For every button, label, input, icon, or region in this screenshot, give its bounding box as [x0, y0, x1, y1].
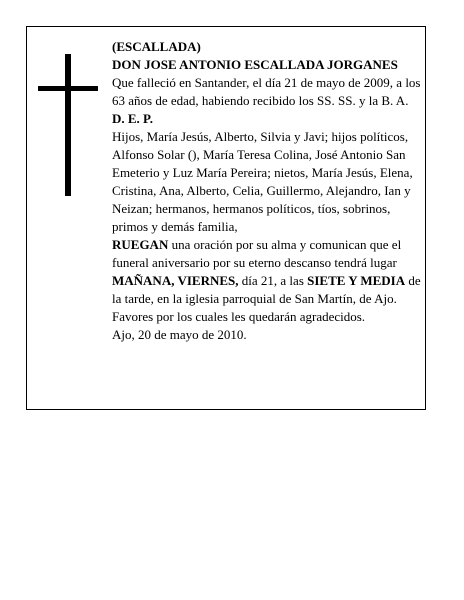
day-keyword: MAÑANA, VIERNES, [112, 273, 239, 288]
rip-heading: D. E. P. [112, 111, 154, 126]
request-keyword: RUEGAN [112, 237, 169, 252]
obituary-text [112, 38, 426, 344]
time-keyword: SIETE Y MEDIA [307, 273, 406, 288]
place-date: Ajo, 20 de mayo de 2010. [112, 327, 247, 342]
request-text: una oración por su alma y comunican que el funeral aniversario por su eterno descanso tendrá lugar [112, 237, 402, 270]
cross-icon [38, 54, 98, 196]
family-members: Hijos, María Jesús, Alberto, Silvia y Javi; hijos políticos, Alfonso Solar (), María Teresa Colina, José Antonio San Emeterio y Luz María Pereira; nietos, María Jesús, Elena, Cristina, Ana, Alberto, Celia, Guillermo, Alejandro, Ian y Neizan; hermanos, hermanos políticos, tíos, sobrinos, primos y demás familia, [112, 129, 413, 234]
death-info: Que falleció en Santander, el día 21 de mayo de 2009, a los 63 años de edad, habiendo recibido los SS. SS. y la B. A. [112, 75, 421, 108]
funeral-announcement [112, 236, 426, 326]
cross-horizontal-bar [38, 86, 98, 91]
location-text: de la tarde, en la iglesia parroquial de San Martín, de Ajo. Favores por los cuales les quedarán agradecidos. [112, 273, 421, 324]
cross-vertical-bar [65, 54, 71, 196]
deceased-name: DON JOSE ANTONIO ESCALLADA JORGANES [112, 57, 398, 72]
day-text: día 21, a las [238, 273, 308, 288]
family-name: (ESCALLADA) [112, 39, 201, 54]
